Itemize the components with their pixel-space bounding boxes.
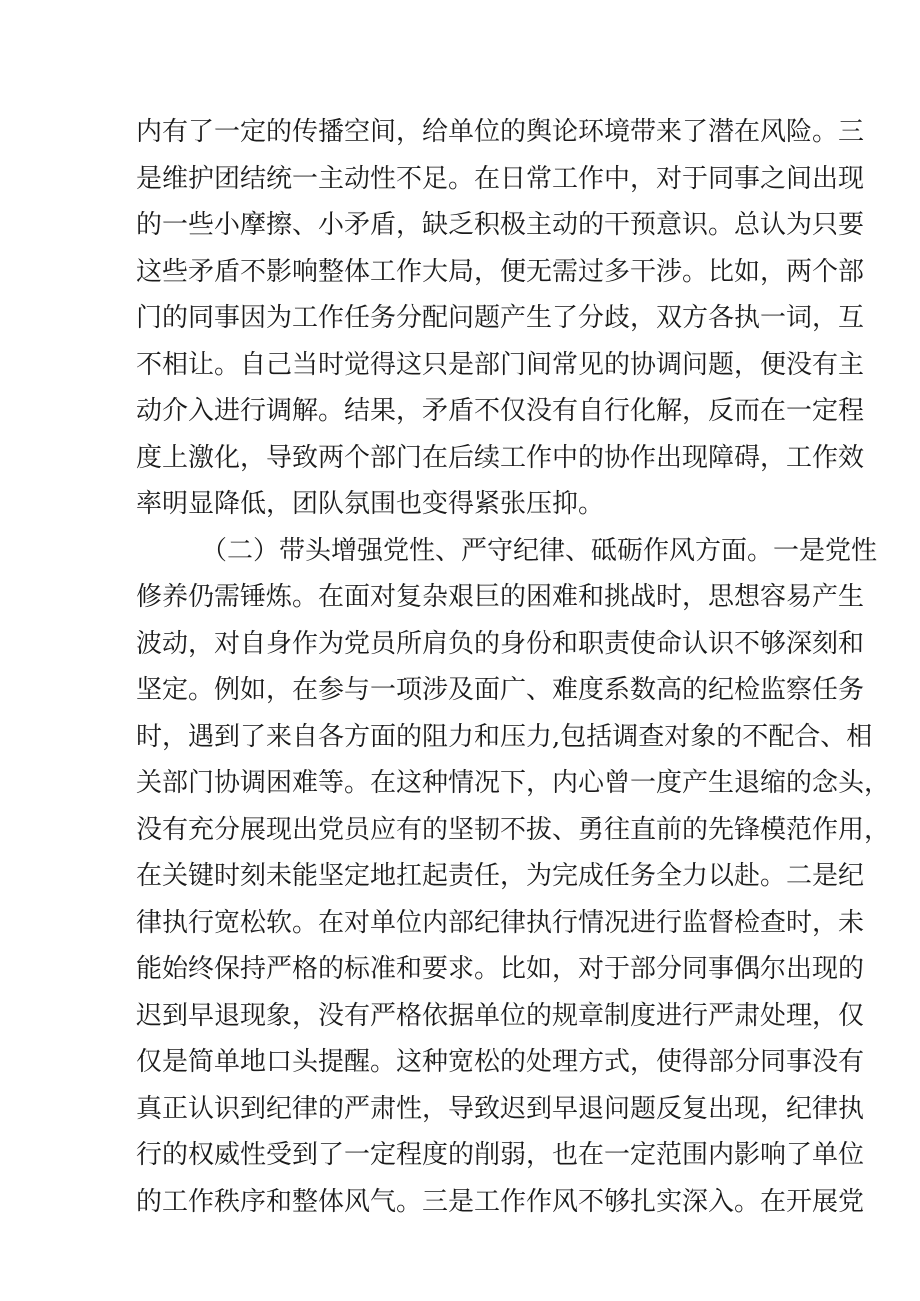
paragraph-heading-line: （二）带头增强党性、严守纪律、砥砺作风方面。一是党性 bbox=[201, 535, 878, 566]
text-line: 律执行宽松软。在对单位内部纪律执行情况进行监督检查时，未 bbox=[136, 907, 865, 938]
text-line: 不相让。自己当时觉得这只是部门间常见的协调问题，便没有主 bbox=[136, 349, 865, 380]
text-line: 的一些小摩擦、小矛盾，缺乏积极主动的干预意识。总认为只要 bbox=[136, 210, 865, 240]
text-line: 没有充分展现出党员应有的坚韧不拔、勇往直前的先锋模范作用， bbox=[136, 814, 891, 845]
text-line: 修养仍需锤炼。在面对复杂艰巨的困难和挑战时，思想容易产生 bbox=[136, 582, 865, 612]
text-line: 迟到早退现象，没有严格依据单位的规章制度进行严肃处理，仅 bbox=[136, 1000, 865, 1031]
text-line: 关部门协调困难等。在这种情况下，内心曾一度产生退缩的念头， bbox=[136, 768, 891, 798]
text-line: 门的同事因为工作任务分配问题产生了分歧，双方各执一词，互 bbox=[136, 303, 865, 333]
text-line: 行的权威性受到了一定程度的削弱，也在一定范围内影响了单位 bbox=[136, 1140, 865, 1170]
text-line: 仅是简单地口头提醒。这种宽松的处理方式，使得部分同事没有 bbox=[136, 1047, 865, 1077]
text-line: 波动，对自身作为党员所肩负的身份和职责使命认识不够深刻和 bbox=[136, 628, 865, 659]
text-line: 这些矛盾不影响整体工作大局，便无需过多干涉。比如，两个部 bbox=[136, 256, 865, 287]
text-line: 的工作秩序和整体风气。三是工作作风不够扎实深入。在开展党 bbox=[136, 1186, 865, 1217]
text-line: 率明显降低，团队氛围也变得紧张压抑。 bbox=[136, 489, 605, 519]
text-line: 真正认识到纪律的严肃性，导致迟到早退问题反复出现，纪律执 bbox=[136, 1093, 865, 1124]
text-line: 能始终保持严格的标准和要求。比如，对于部分同事偶尔出现的 bbox=[136, 954, 865, 984]
document-body bbox=[136, 109, 891, 1225]
text-line: 在关键时刻未能坚定地扛起责任，为完成任务全力以赴。二是纪 bbox=[136, 861, 865, 891]
text-line: 时，遇到了来自各方面的阻力和压力,包括调查对象的不配合、相 bbox=[136, 721, 873, 752]
text-line: 是维护团结统一主动性不足。在日常工作中，对于同事之间出现 bbox=[136, 163, 865, 194]
text-line: 坚定。例如，在参与一项涉及面广、难度系数高的纪检监察任务 bbox=[136, 675, 865, 705]
text-line: 度上激化，导致两个部门在后续工作中的协作出现障碍，工作效 bbox=[136, 442, 865, 473]
text-line: 动介入进行调解。结果，矛盾不仅没有自行化解，反而在一定程 bbox=[136, 396, 865, 426]
text-line: 内有了一定的传播空间，给单位的舆论环境带来了潜在风险。三 bbox=[136, 117, 865, 147]
